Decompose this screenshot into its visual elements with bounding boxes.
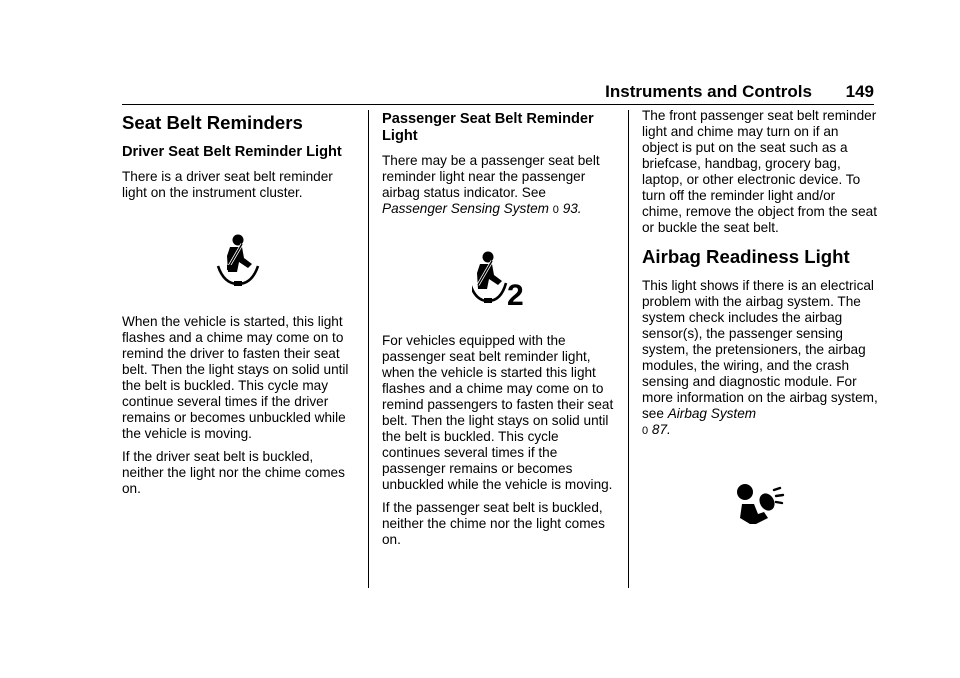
- paragraph: If the passenger seat belt is buckled, neither the chime nor the light comes on.: [382, 500, 605, 547]
- cross-reference-link[interactable]: Passenger Sensing System: [382, 201, 549, 216]
- paragraph: For vehicles equipped with the passenger seat belt reminder light, when the vehicle is started this light flashes and a chime may come on to remind passengers to fasten their seat belt. Then the light stays on solid until the belt is buckled. This cycle continues several times if the passenger remains or becomes unbuckled while the vehicle is moving.: [382, 333, 614, 492]
- airbag-readiness-icon: [642, 446, 878, 566]
- column-divider-2: [628, 110, 629, 588]
- section-title: Instruments and Controls: [605, 82, 812, 101]
- cross-reference-page[interactable]: 93.: [562, 201, 582, 216]
- passenger-seat-belt-reminder-icon: [382, 225, 618, 333]
- subheading-driver-seat-belt: Driver Seat Belt Reminder Light: [122, 144, 342, 160]
- column-1: [122, 108, 356, 504]
- paragraph: The front passenger seat belt reminder light and chime may turn on if an object is put on the seat such as a briefcase, handbag, grocery bag, laptop, or other electronic device. To turn off the reminder light and/or chime, remove the object from the seat or buckle the seat belt.: [642, 108, 877, 235]
- column-2: [382, 108, 618, 555]
- paragraph-text: This light shows if there is an electrical problem with the airbag system. The system check includes the airbag sensor(s), the passenger sensing system, the pretensioners, the airbag modules, the wiring, and the crash sensing and diagnostic module. For more information on the airbag system, see: [642, 278, 878, 421]
- header-divider: [122, 104, 874, 105]
- section-heading-airbag-readiness: Airbag Readiness Light: [642, 246, 850, 267]
- passenger-number-label: 2: [507, 279, 524, 307]
- page-header: [122, 82, 874, 104]
- column-divider-1: [368, 110, 369, 588]
- paragraph: [382, 153, 618, 218]
- paragraph-text: There may be a passenger seat belt reminder light near the passenger airbag status indicator. See: [382, 153, 600, 200]
- paragraph: There is a driver seat belt reminder light on the instrument cluster.: [122, 169, 333, 200]
- page-reference-arrow-icon: 0: [642, 425, 649, 437]
- column-3: [642, 108, 878, 566]
- paragraph: If the driver seat belt is buckled, neither the light nor the chime comes on.: [122, 449, 345, 496]
- cross-reference-link[interactable]: Airbag System: [667, 406, 757, 421]
- section-heading-seat-belt-reminders: Seat Belt Reminders: [122, 112, 303, 133]
- subheading-passenger-seat-belt: Passenger Seat Belt Reminder Light: [382, 111, 594, 144]
- cross-reference-page[interactable]: 87.: [651, 422, 671, 437]
- seat-belt-reminder-icon: [122, 208, 356, 314]
- page-number: 149: [845, 82, 874, 101]
- paragraph: When the vehicle is started, this light flashes and a chime may come on to remind the driver to fasten their seat belt. Then the light stays on solid until the belt is buckled. This cycle may continue several times if the driver remains or becomes unbuckled while the vehicle is moving.: [122, 314, 349, 441]
- paragraph: [642, 278, 878, 439]
- page-reference-arrow-icon: 0: [552, 204, 559, 216]
